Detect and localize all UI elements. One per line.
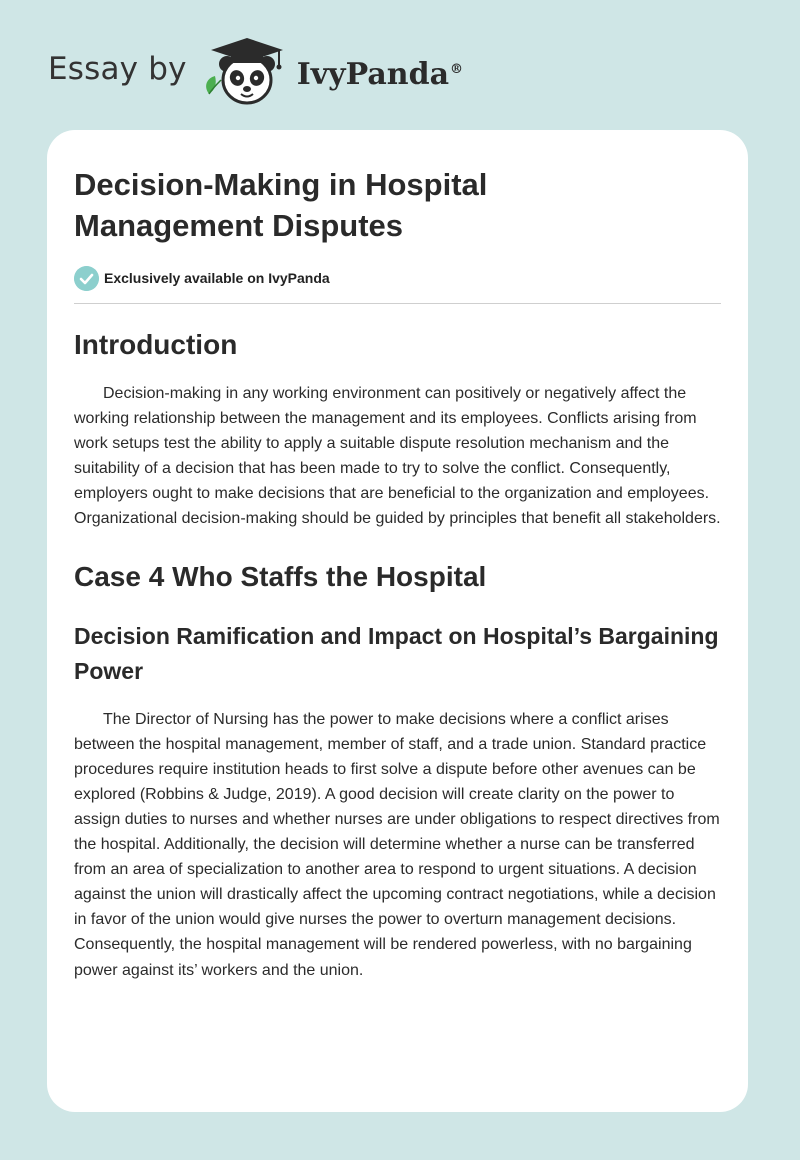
subsection-heading-decision-ramification: Decision Ramification and Impact on Hospital’s Bargaining Power xyxy=(74,622,719,684)
check-circle-icon xyxy=(74,266,99,291)
brand-name xyxy=(297,57,463,92)
exclusive-badge xyxy=(74,265,721,291)
exclusive-badge-label: Exclusively available on IvyPanda xyxy=(104,270,330,286)
section-paragraph-case-4: The Director of Nursing has the power to make decisions where a conflict arises between the hospital management, member of staff, and a trade union. Standard practice procedures require institution heads to first solve a dispute before other avenues can be explored (Robbins & Judge, 2019). A good decision will create clarity on the power to assign duties to nurses and whether nurses are under obligations to respect directives from the hospital. Additionally, the decision will determine whether a nurse can be transferred from an area of specialization to another area to respond to urgent situations. A decision against the union will drastically affect the upcoming contract negotiations, while a decision in favor of the union would give nurses the power to overturn management decisions. Consequently, the hospital management will be rendered powerless, with no bargaining power against its’ workers and the union. xyxy=(74,710,720,979)
panda-graduate-icon xyxy=(201,34,293,110)
brand-header[interactable] xyxy=(48,34,463,110)
title-divider xyxy=(74,303,721,304)
article-card xyxy=(47,130,748,1112)
section-heading-case-4: Case 4 Who Staffs the Hospital xyxy=(74,560,487,592)
brand-prefix: Essay by xyxy=(48,51,187,87)
section-paragraph-introduction: Decision-making in any working environment can positively or negatively affect the working relationship between the management and its employees. Conflicts arising from work setups test the ability to apply a suitable dispute resolution mechanism and the suitability of a decision that has been made to try to solve the conflict. Consequently, employers ought to make decisions that are beneficial to the organization and employees. Organizational decision-making should be guided by principles that benefit all stakeholders. xyxy=(74,385,721,528)
article-title: Decision-Making in Hospital Management Disputes xyxy=(74,167,488,243)
registered-mark: ® xyxy=(450,61,464,77)
section-heading-introduction: Introduction xyxy=(74,329,238,360)
brand-name-text: IvyPanda xyxy=(296,56,450,92)
